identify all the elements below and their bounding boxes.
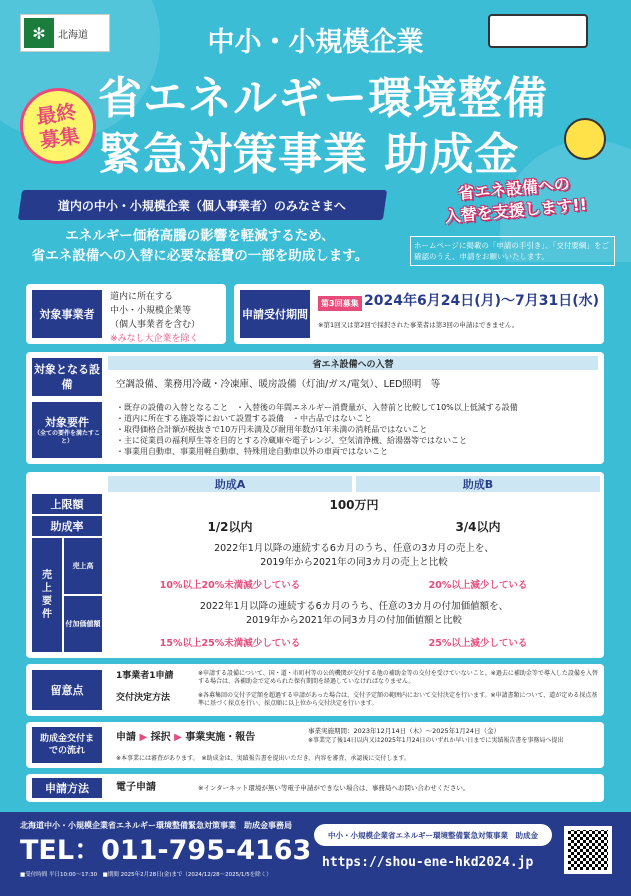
requirements-list: ・既存の設備の入替となること ・入替後の年間エネルギー消費量が、入替前と比較して10%以上低減する設備 ・道内に所在する施設等において設置する設備 ・中古品ではないこと ・取得価格合計額が税抜きで10万円未満及び耐用年数が1年未満の消耗品ではないこと ・主に従業員の福利厚生等を目的とする冷蔵庫や電子レンジ、空気清浄機、給湯器等ではないこと ・事業用自動車、事業用軽自動車、特殊用途自動車以外の車両ではないこと (116, 403, 518, 456)
note-item-1: 1事業者1申請 (116, 671, 174, 681)
col-a-header: 助成A (108, 476, 352, 492)
requirements-panel (26, 352, 604, 464)
homepage-note: ホームページに掲載の「申請の手引き」、「交付要綱」をご確認のうえ、申請をお願いいたします。 (410, 236, 615, 266)
note-item-2: 交付決定方法 (116, 693, 171, 703)
footer-url[interactable]: https://shou-ene-hkd2024.jp (322, 855, 534, 870)
sales-label: 売上要件 (32, 538, 62, 652)
rate-label: 助成率 (32, 516, 102, 536)
method-panel (26, 774, 604, 802)
rate-b: 3/4以内 (455, 519, 501, 534)
sales-desc: 2022年1月以降の連続する6カ月のうち、任意の3カ月の売上を、 2019年から2021年の同3カ月の売上と比較 (214, 543, 494, 568)
limit-label: 上限額 (32, 494, 102, 514)
footer-tel[interactable]: TEL：011-795-4163 (20, 835, 312, 866)
period-dates: 2024年6月24日(月)～7月31日(水) (364, 293, 600, 309)
note-item-2-desc: ※各募集回の交付予定額を超過する申請があった場合は、交付予定額の範囲内において交付決定を行います。※申請書類について、道が定める採点基準に基づく採点を行い、採点順に以上位から交付決定を行います。 (198, 692, 598, 707)
slogan: 省エネ設備への 入替を支援します!! (444, 174, 588, 227)
sales-sub-label: 売上高 (64, 538, 102, 594)
flow-note-2: ※本事業には審査があります。 ※助成金は、実績報告書を提出いただき、内容を審査、承認後に交付します。 (116, 755, 410, 762)
notes-panel (26, 664, 604, 716)
flow-note-1: ※事業完了後14日以内又は2025年1月24日のいずれか早い日までに実績報告書を事務局へ提出 (308, 737, 564, 744)
sales-b: 20%以上減少している (428, 580, 528, 591)
note-item-1-desc: ※申請する設備について、国・道・市町村等の公的機関が交付する他の補助金等の交付を受けていないこと。※過去に補助金等で導入した設備を入替する場合は、各補助金で定められた保有期間を経過していなければなりません。 (198, 670, 598, 685)
flow-panel (26, 722, 604, 768)
va-b: 25%以上減少している (428, 638, 528, 649)
method-note: ※インターネット環境が無い等電子申請ができない場合は、事務局へお問い合わせください。 (198, 784, 470, 792)
target-box (26, 284, 226, 344)
footer-project: 中小・小規模企業省エネルギー環境整備緊急対策事業 助成金 (314, 824, 552, 846)
method-value: 電子申請 (116, 782, 156, 793)
title-line-1: 中小・小規模企業 (207, 27, 424, 58)
col-b-header: 助成B (356, 476, 600, 492)
title-line-2: 省エネルギー環境整備 (98, 73, 548, 124)
notes-label: 留意点 (32, 670, 102, 710)
target-banner: 道内の中小・小規模企業（個人事業者）のみなさまへ (18, 190, 387, 220)
qr-code-icon[interactable] (564, 826, 612, 874)
lead-text: エネルギー価格高騰の影響を軽減するため、 省エネ設備への入替に必要な経費の一部を助成します。 (31, 228, 369, 264)
period-note: ※第1回又は第2回で採択された事業者は第3回の申請はできません。 (318, 321, 519, 329)
limit-value: 100万円 (329, 497, 379, 512)
period-box (234, 284, 604, 344)
target-label: 対象事業者 (32, 290, 102, 338)
hokkaido-logo: ✻ 北海道 (20, 14, 110, 52)
va-a: 15%以上25%未満減少している (159, 638, 301, 649)
rate-a: 1/2以内 (207, 519, 253, 534)
round-tag: 第3回募集 (318, 296, 362, 311)
method-label: 申請方法 (32, 778, 102, 798)
final-recruitment-badge: 最終 募集 (15, 83, 101, 169)
snowflake-icon: ✻ (24, 18, 54, 48)
footer-office: 北海道中小・小規模企業省エネルギー環境整備緊急対策事業 助成金事務局 (20, 821, 292, 830)
flow-label: 助成金交付までの流れ (32, 727, 102, 763)
requirements-label: 対象要件 （全ての要件を満たすこと） (32, 402, 102, 458)
footer-hours: ■受付時間 平日10:00～17:30 ■期間 2025年2月28日(金)まで（2024/12/28～2025/1/5を除く） (20, 872, 272, 878)
equipment-label: 対象となる設備 (32, 358, 102, 396)
title-line-3: 緊急対策事業 助成金 (98, 129, 520, 180)
target-desc: 道内に所在する 中小・小規模企業等 （個人事業者を含む） ※みなし大企業を除く (110, 292, 201, 344)
sales-a: 10%以上20%未満減少している (159, 580, 301, 591)
equipment-header: 省エネ設備への入替 (108, 356, 598, 370)
grant-table (26, 472, 604, 658)
period-label: 申請受付期間 (240, 290, 310, 338)
lightbulb-icon (564, 118, 606, 160)
equipment-items: 空調設備、業務用冷蔵・冷凍庫、暖房設備（灯油/ガス/電気）、LED照明 等 (116, 379, 441, 390)
va-desc: 2022年1月以降の連続する6カ月のうち、任意の3カ月の付加価値額を、 2019年から2021年の同3カ月の付加価値額と比較 (199, 601, 509, 626)
flow-steps: 申請 ▶ 採択 ▶ 事業実施・報告 (116, 732, 256, 743)
flow-period: 事業実施期間：2023年12月14日（木）～2025年1月24日（金） (308, 727, 501, 735)
va-sub-label: 付加価値額 (64, 596, 102, 652)
